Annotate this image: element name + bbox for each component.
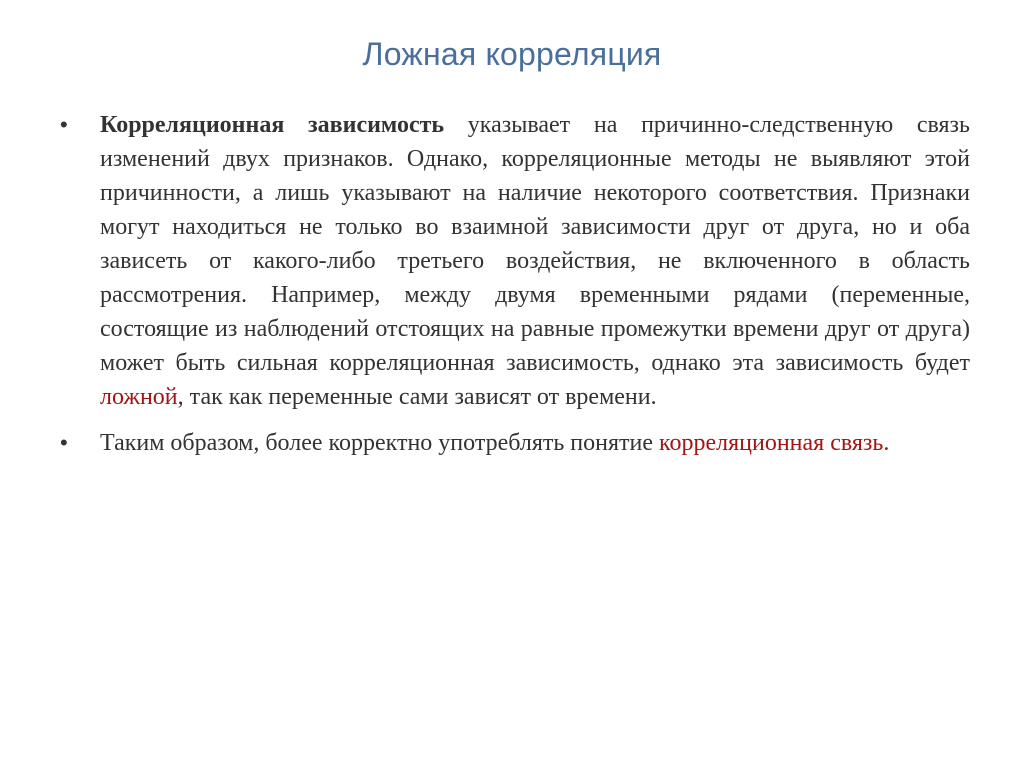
slide-title: Ложная корреляция bbox=[362, 36, 662, 72]
bullet-item-2 bbox=[60, 426, 970, 460]
highlight-false-word: ложной bbox=[100, 384, 178, 410]
bullet-marker: • bbox=[60, 112, 68, 137]
bullet-text: указывает на причинно-следственную связь изменений двух признаков. Однако, корреляционные методы не выявляют этой причинности, а лишь указывают на наличие некоторого соответствия. Признаки могут находиться не только во взаимной зависимости друг от друга, но и оба зависеть от какого-либо третьего воздействия, не включенного в область рассмотрения. Например, между двумя временными рядами (переменные, состоящие из наблюдений отстоящих на равные промежутки времени друг от друга) может быть сильная корреляционная зависимость, однако эта зависимость будет bbox=[100, 112, 970, 376]
bullet-text-end: , так как переменные сами зависят от времени. bbox=[177, 384, 657, 410]
bullet-item-1 bbox=[60, 108, 970, 414]
highlight-correlation-link: корреляционная связь. bbox=[659, 430, 890, 456]
term-correlation-dependence: Корреляционная зависимость bbox=[100, 112, 445, 138]
slide-content bbox=[60, 108, 970, 472]
bullet-marker: • bbox=[60, 430, 68, 455]
bullet-text: Таким образом, более корректно употреблять понятие bbox=[100, 430, 660, 456]
